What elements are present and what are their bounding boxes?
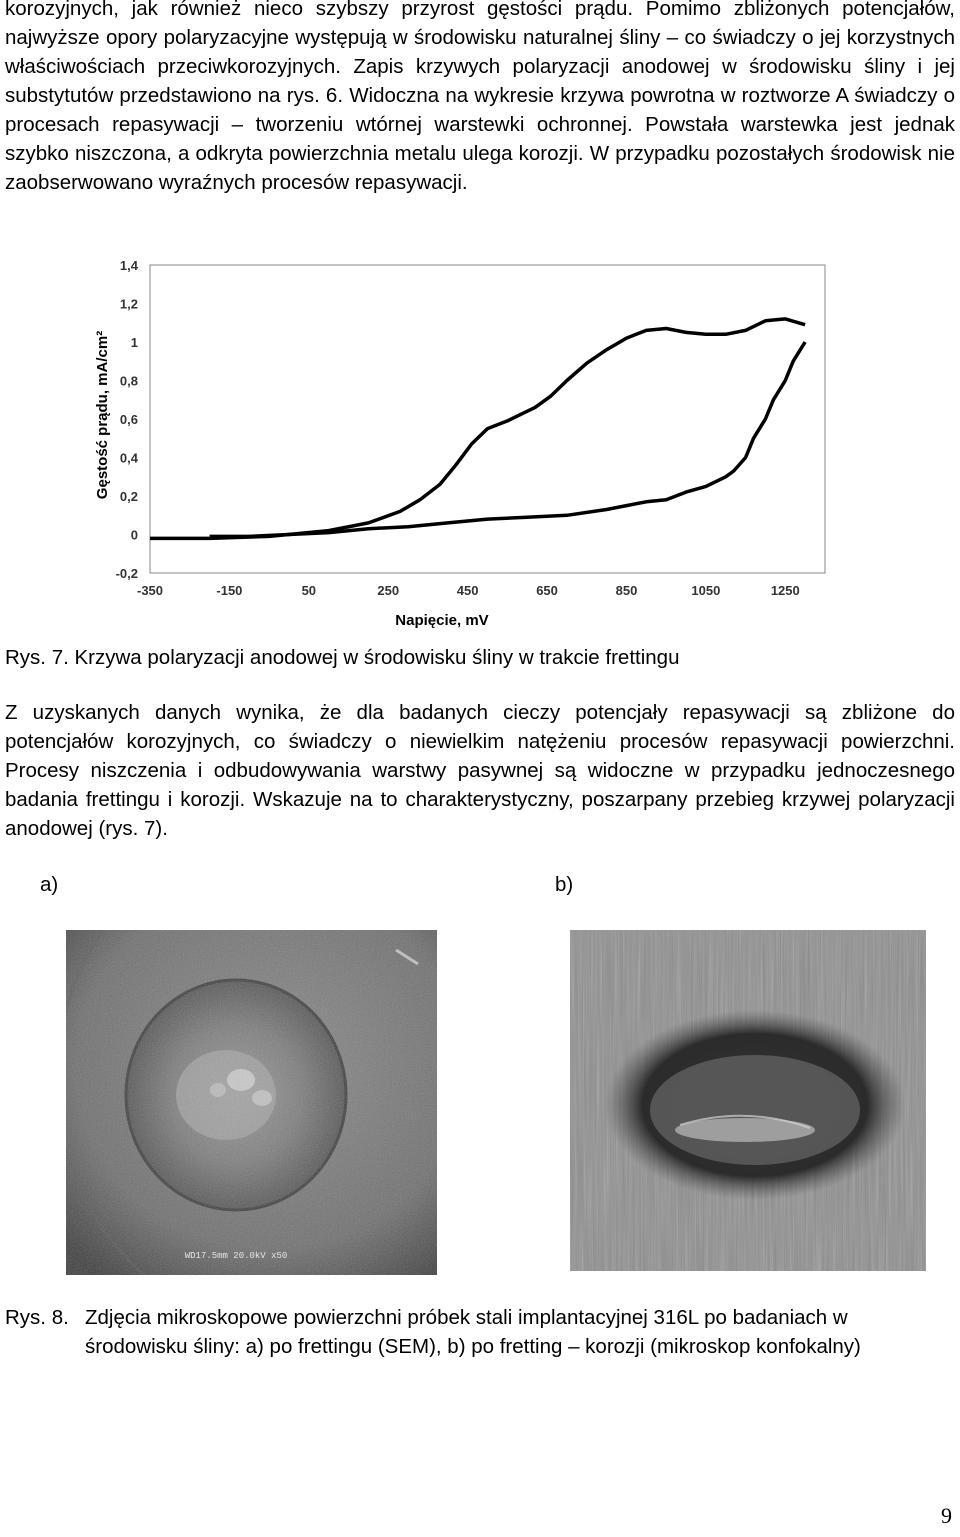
sem-overlay-text: WD17.5mm 20.0kV x50: [184, 1251, 288, 1261]
paragraph-conclusion: Z uzyskanych danych wynika, że dla badanych cieczy potencjały repasywacji są zbliżone do potencjałów korozyjnych, co świadczy o niewielkim natężeniu procesów repasywacji powierzchni. Procesy niszczenia i odbudowywania warstwy pasywnej są widoczne w przypadku jednoczesnego badania frettingu i korozji. Wskazuje na to charakterystyczny, poszarpany przebieg krzywej polaryzacji anodowej (rys. 7).: [5, 701, 955, 840]
chart-axes: [116, 258, 825, 598]
y-tick-label: 0: [130, 527, 138, 543]
paragraph-intro: korozyjnych, jak również nieco szybszy przyrost gęstości prądu. Pomimo zbliżonych potencjałów, najwyższe opory polaryzacyjne występują w środowisku naturalnej śliny – co świadczy o jej korzystnych właściwościach przeciwkorozyjnych. Zapis krzywych polaryzacji anodowej w środowisku śliny i jej substytutów przedstawiono na rys. 6. Widoczna na wykresie krzywa powrotna w roztworze A świadczy o procesach repasywacji – tworzeniu wtórnej warstewki ochronnej. Powstała warstewka jest jednak szybko niszczona, a odkryta powierzchnia metalu ulega korozji. W przypadku pozostałych środowisk nie zaobserwowano wyraźnych procesów repasywacji.: [5, 0, 955, 194]
x-axis-label: Napięcie, mV: [395, 612, 489, 629]
sem-micrograph: [66, 930, 437, 1275]
y-tick-label: 0,2: [119, 489, 138, 504]
x-tick-label: 50: [301, 583, 317, 598]
y-tick-label: -0,2: [115, 566, 138, 581]
series-line-2: [210, 342, 806, 536]
y-tick-label: 1,2: [119, 296, 138, 312]
confocal-micrograph: [570, 930, 926, 1271]
figure8-caption: [5, 1303, 955, 1361]
series-line-1: [150, 319, 805, 539]
x-tick-label: 1050: [691, 583, 721, 598]
x-tick-label: -350: [136, 583, 164, 598]
y-tick-label: 1,4: [119, 258, 138, 273]
panel-a-label: a): [40, 873, 59, 896]
figure8-text: Zdjęcia mikroskopowe powierzchni próbek stali implantacyjnej 316L po badaniach w środowisku śliny: a) po frettingu (SEM), b) po fretting – korozji (mikroskop konfokalny): [85, 1306, 861, 1358]
x-tick-label: 650: [536, 583, 558, 598]
x-tick-label: 1250: [770, 583, 800, 598]
page-number: 9: [941, 1503, 952, 1528]
x-tick-label: 450: [456, 583, 479, 598]
panel-b-label: b): [555, 873, 574, 896]
y-tick-label: 0,8: [119, 373, 138, 389]
figure8-number: Rys. 8.: [5, 1306, 69, 1329]
y-tick-label: 1: [130, 335, 138, 350]
figure7-caption: Rys. 7. Krzywa polaryzacji anodowej w środowisku śliny w trakcie frettingu: [5, 646, 680, 669]
x-tick-label: -150: [216, 583, 243, 598]
polarization-chart: [85, 255, 865, 640]
chart-curves: [150, 319, 805, 539]
y-tick-label: 0,6: [119, 412, 138, 427]
plot-frame: [150, 265, 825, 573]
x-tick-label: 850: [615, 583, 638, 598]
x-tick-label: 250: [377, 583, 400, 598]
y-axis-label: Gęstość prądu, mA/cm²: [94, 330, 111, 500]
y-tick-label: 0,4: [119, 450, 138, 466]
